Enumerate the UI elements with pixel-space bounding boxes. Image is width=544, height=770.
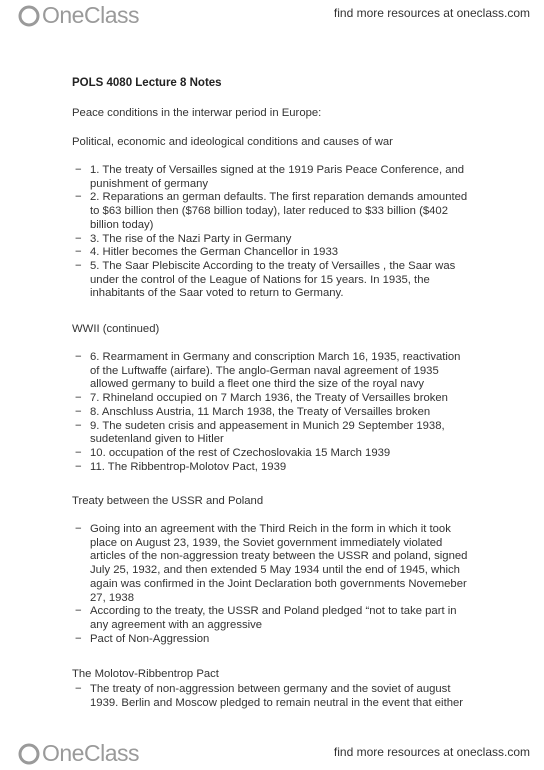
bullet-dash: −	[75, 191, 82, 204]
list-item	[72, 447, 472, 461]
find-resources-link[interactable]: find more resources at oneclass.com	[333, 6, 530, 20]
oneclass-logo-icon	[17, 742, 41, 766]
list-item	[72, 406, 472, 420]
list-item	[72, 191, 472, 232]
list-item-text: 5. The Saar Plebiscite According to the treaty of Versailles , the Saar was under the control of the League of Nations for 15 years. In 1935, the inhabitants of the Saar voted to return to Germany.	[90, 259, 456, 300]
list-item-text: 6. Rearmament in Germany and conscription March 16, 1935, reactivation of the Luftwaffe (airfare). The anglo-German naval agreement of 1935 allowed germany to build a fleet one third the size of the royal navy	[90, 351, 461, 391]
list-item-text: 4. Hitler becomes the German Chancellor in 1933	[90, 246, 339, 259]
doc-title: POLS 4080 Lecture 8 Notes	[72, 77, 222, 89]
section2-list	[72, 351, 472, 474]
list-item-text: 7. Rhineland occupied on 7 March 1936, the Treaty of Versailles broken	[90, 392, 448, 405]
bullet-dash: −	[75, 632, 82, 645]
list-item-text: According to the treaty, the USSR and Poland pledged “not to take part in any agreement with an aggressive	[90, 605, 457, 631]
list-item-text: 3. The rise of the Nazi Party in Germany	[90, 232, 292, 245]
bullet-dash: −	[75, 419, 82, 432]
list-item-text: Going into an agreement with the Third Reich in the form in which it took place on August 23, 1939, the Soviet government immediately violated articles of the non-aggression treaty between the USSR and poland, signed July 25, 1932, and then extended 5 May 1934 until the end of 1945, which again was confirmed in the Joint Declaration both governments Novemeber 27, 1938	[90, 523, 468, 604]
list-item	[72, 164, 472, 191]
bullet-dash: −	[75, 164, 82, 176]
list-item-text: The treaty of non-aggression between germany and the soviet of august 1939. Berlin and Moscow pledged to remain neutral in the event that either	[90, 683, 464, 709]
list-item	[72, 351, 472, 392]
bullet-dash: −	[75, 605, 82, 618]
bullet-dash: −	[75, 259, 82, 272]
list-item	[72, 461, 472, 475]
list-item-text: 9. The sudeten crisis and appeasement in Munich 29 September 1938, sudetenland given to Hitler	[90, 419, 445, 446]
find-resources-link[interactable]: find more resources at oneclass.com	[333, 745, 530, 759]
bullet-dash: −	[75, 351, 82, 363]
section4-heading: The Molotov-Ribbentrop Pact	[72, 668, 219, 680]
list-item-text: 8. Anschluss Austria, 11 March 1938, the Treaty of Versailles broken	[90, 405, 431, 418]
list-item	[72, 605, 472, 632]
list-item	[72, 260, 472, 301]
list-item-text: 1. The treaty of Versailles signed at the 1919 Paris Peace Conference, and punishment of germany	[90, 164, 465, 190]
list-item	[72, 246, 472, 260]
brand-name: OneClass	[42, 2, 139, 28]
list-item	[72, 233, 472, 247]
oneclass-logo-icon	[17, 4, 41, 28]
list-item	[72, 420, 472, 447]
list-item	[72, 633, 472, 647]
list-item-text: 2. Reparations an german defaults. The first reparation demands amounted to $63 billion then ($768 billion today), later reduced to $33 billion ($402 billion today)	[90, 191, 468, 231]
section4-list	[72, 683, 472, 710]
brand-name: OneClass	[42, 740, 139, 766]
section3-heading: Treaty between the USSR and Poland	[72, 495, 264, 507]
page-footer	[0, 740, 544, 770]
section2-heading: WWII (continued)	[72, 323, 160, 335]
page-header	[0, 0, 544, 30]
bullet-dash: −	[75, 523, 82, 535]
section3-list	[72, 523, 472, 646]
bullet-dash: −	[75, 683, 82, 695]
list-item	[72, 392, 472, 406]
section1-heading: Political, economic and ideological conditions and causes of war	[72, 136, 393, 148]
intro-text: Peace conditions in the interwar period in Europe:	[72, 107, 322, 119]
bullet-dash: −	[75, 232, 82, 245]
bullet-dash: −	[75, 405, 82, 418]
oneclass-logo[interactable]	[17, 740, 139, 767]
list-item	[72, 683, 472, 710]
section1-list	[72, 164, 472, 301]
list-item-text: 11. The Ribbentrop-Molotov Pact, 1939	[90, 460, 287, 473]
list-item-text: 10. occupation of the rest of Czechoslovakia 15 March 1939	[90, 446, 391, 459]
list-item-text: Pact of Non-Aggression	[90, 632, 210, 645]
list-item	[72, 523, 472, 605]
bullet-dash: −	[75, 392, 82, 405]
bullet-dash: −	[75, 446, 82, 459]
bullet-dash: −	[75, 246, 82, 259]
oneclass-logo[interactable]	[17, 2, 139, 29]
bullet-dash: −	[75, 460, 82, 473]
